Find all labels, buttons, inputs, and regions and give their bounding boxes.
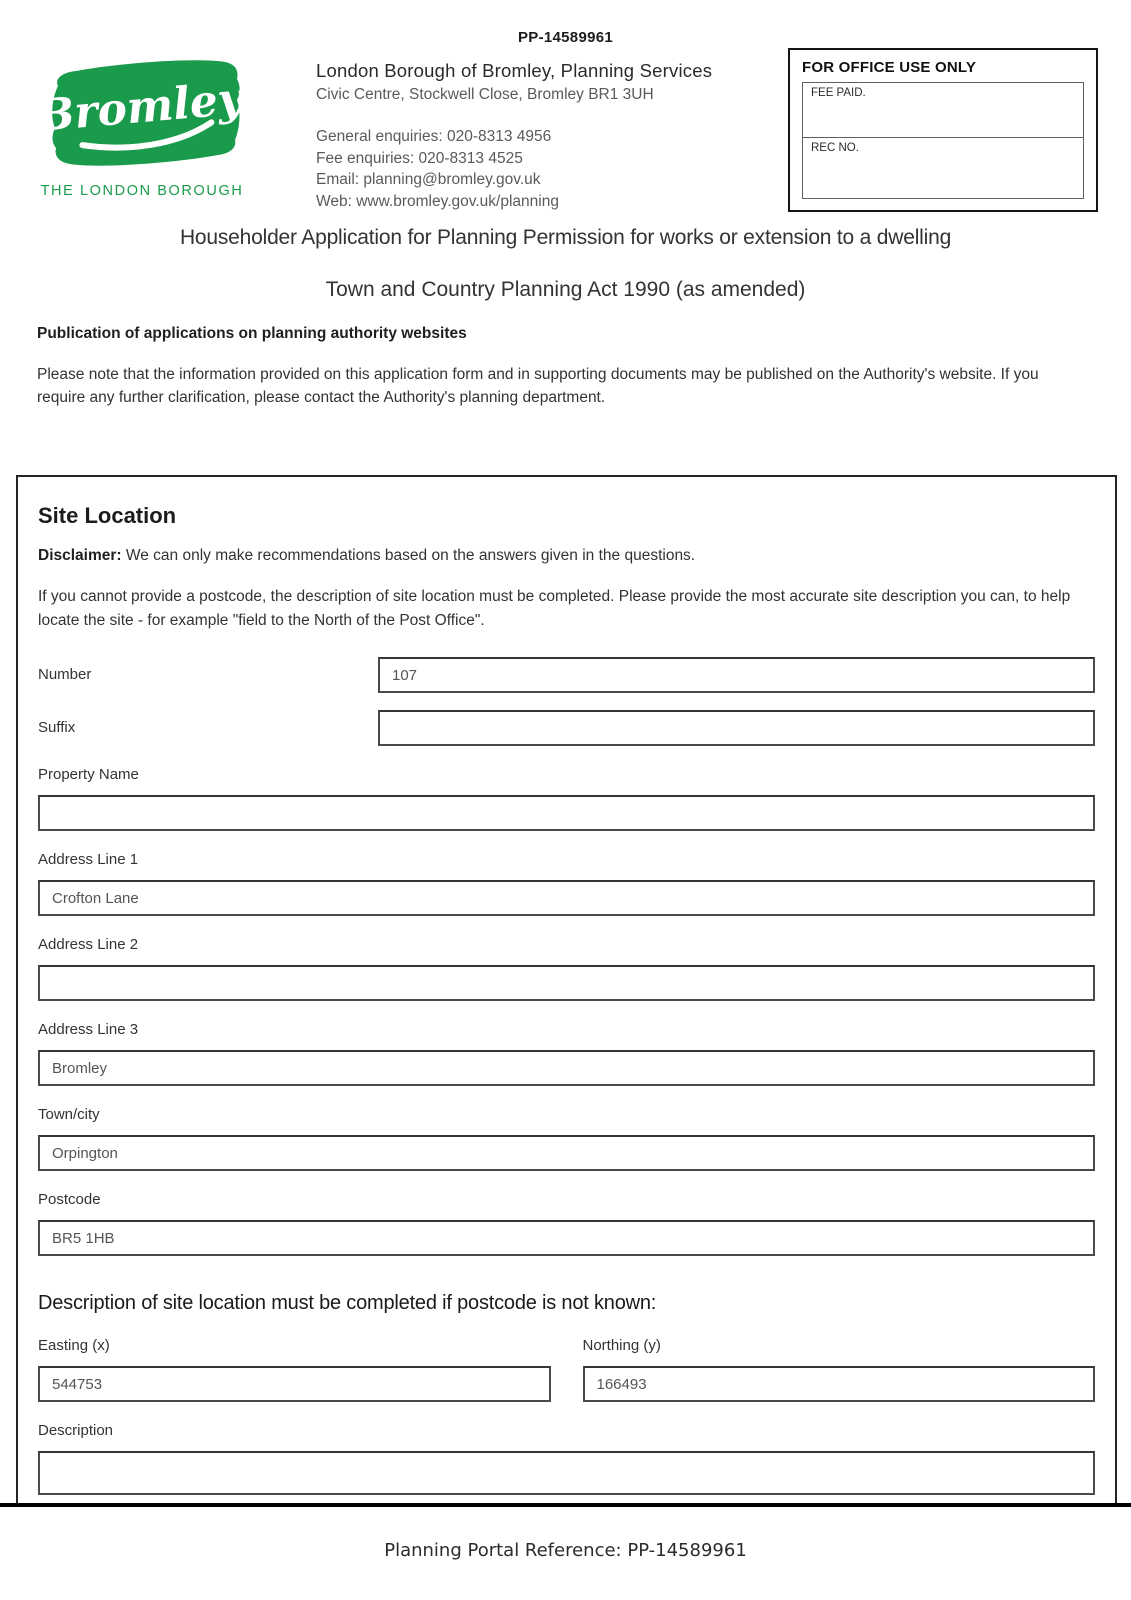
suffix-input[interactable] <box>378 710 1095 746</box>
fee-paid-label: FEE PAID. <box>811 87 866 99</box>
planning-reference-top: PP-14589961 <box>517 29 614 46</box>
address-line-3-label: Address Line 3 <box>38 1021 139 1039</box>
easting-field <box>38 1337 551 1402</box>
address-line-3-field <box>38 1021 1095 1086</box>
authority-header <box>316 60 756 213</box>
northing-label: Northing (y) <box>582 1337 661 1355</box>
northing-input[interactable] <box>583 1366 1096 1402</box>
authority-name: London Borough of Bromley, Planning Services <box>316 60 713 81</box>
description-input[interactable] <box>38 1451 1095 1495</box>
office-use-fields <box>802 82 1084 199</box>
contact-email: Email: planning@bromley.gov.uk <box>316 171 541 189</box>
disclaimer-label: Disclaimer: <box>38 547 122 564</box>
property-name-field <box>38 766 1095 831</box>
number-field-row <box>38 657 1095 693</box>
postcode-input[interactable] <box>38 1220 1095 1256</box>
logo-tagline: THE LONDON BOROUGH <box>40 183 244 199</box>
coordinates-row <box>38 1337 1095 1402</box>
rec-no-cell <box>803 137 1083 198</box>
form-title: Householder Application for Planning Permission for works or extension to a dwelling <box>179 226 952 249</box>
address-line-2-field <box>38 936 1095 1001</box>
form-subtitle: Town and Country Planning Act 1990 (as amended) <box>325 278 806 301</box>
town-city-input[interactable] <box>38 1135 1095 1171</box>
postcode-label: Postcode <box>38 1191 101 1209</box>
authority-contacts <box>316 126 756 213</box>
suffix-label: Suffix <box>38 719 76 737</box>
address-line-1-input[interactable] <box>38 880 1095 916</box>
northing-field <box>583 1337 1096 1402</box>
property-name-label: Property Name <box>38 766 139 784</box>
easting-input[interactable] <box>38 1366 551 1402</box>
postcode-instructions: If you cannot provide a postcode, the description of site location must be completed. Please provide the most accurate site description you can, to help locate the site - for example "field to the North of the Post Office". <box>38 588 1071 630</box>
address-line-2-input[interactable] <box>38 965 1095 1001</box>
bromley-logo <box>38 56 246 199</box>
number-label: Number <box>38 666 92 684</box>
town-city-label: Town/city <box>38 1106 100 1124</box>
address-line-1-label: Address Line 1 <box>38 851 139 869</box>
postcode-field <box>38 1191 1095 1256</box>
easting-label: Easting (x) <box>38 1337 110 1355</box>
address-line-2-label: Address Line 2 <box>38 936 139 954</box>
page-break-divider <box>0 1503 1131 1507</box>
town-city-field <box>38 1106 1095 1171</box>
publication-heading: Publication of applications on planning authority websites <box>37 325 467 342</box>
site-location-section <box>16 475 1117 1503</box>
suffix-field-row <box>38 710 1095 746</box>
description-requirement-heading: Description of site location must be completed if postcode is not known: <box>38 1292 657 1315</box>
description-label: Description <box>38 1422 114 1440</box>
address-line-1-field <box>38 851 1095 916</box>
contact-fee-enquiries: Fee enquiries: 020-8313 4525 <box>316 149 523 167</box>
logo-brand-text: Bromley <box>42 73 242 143</box>
site-location-heading: Site Location <box>38 503 177 528</box>
authority-address: Civic Centre, Stockwell Close, Bromley BR1 3UH <box>316 86 654 103</box>
rec-no-label: REC NO. <box>811 142 859 154</box>
fee-paid-cell <box>803 83 1083 137</box>
disclaimer-text <box>38 547 1095 565</box>
office-use-box <box>788 48 1098 212</box>
number-input[interactable] <box>378 657 1095 693</box>
description-field <box>38 1422 1095 1495</box>
contact-web: Web: www.bromley.gov.uk/planning <box>316 193 559 211</box>
footer-reference: Planning Portal Reference: PP-14589961 <box>384 1540 747 1561</box>
publication-note: Please note that the information provided on this application form and in supporting documents may be published on the Authority's website. If you require any further clarification, please contact the Authority's planning department. <box>37 366 1039 407</box>
disclaimer-body: We can only make recommendations based on the answers given in the questions. <box>121 547 696 564</box>
contact-general-enquiries: General enquiries: 020-8313 4956 <box>316 128 552 145</box>
bromley-logo-icon <box>42 56 242 174</box>
property-name-input[interactable] <box>38 795 1095 831</box>
address-line-3-input[interactable] <box>38 1050 1095 1086</box>
office-use-title: FOR OFFICE USE ONLY <box>802 59 977 76</box>
